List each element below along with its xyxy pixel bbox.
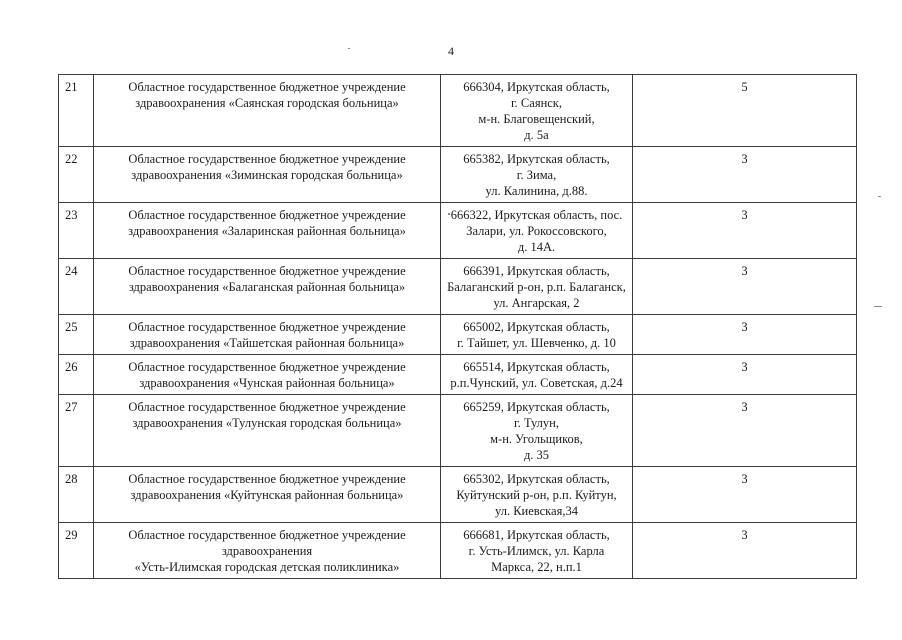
row-number-cell: 22 bbox=[59, 147, 94, 203]
row-number-cell: 27 bbox=[59, 395, 94, 467]
institution-name-cell-line: здравоохранения «Зиминская городская больница» bbox=[131, 168, 403, 182]
scan-speck bbox=[874, 306, 882, 307]
address-cell-line: ул. Калинина, д.88. bbox=[485, 184, 588, 198]
address-cell-line: Маркса, 22, н.п.1 bbox=[491, 560, 582, 574]
address-cell-line: ул. Ангарская, 2 bbox=[493, 296, 580, 310]
address-cell bbox=[441, 523, 633, 579]
address-cell-line: 665259, Иркутская область, bbox=[463, 400, 610, 414]
institution-name-cell-line: Областное государственное бюджетное учреждение bbox=[128, 360, 406, 374]
scan-speck bbox=[448, 213, 450, 215]
table-row bbox=[59, 467, 857, 523]
institution-name-cell bbox=[94, 395, 441, 467]
row-number-cell: 21 bbox=[59, 75, 94, 147]
institution-name-cell-line: здравоохранения bbox=[221, 544, 313, 558]
table-row bbox=[59, 523, 857, 579]
row-number-cell: 23 bbox=[59, 203, 94, 259]
address-cell-line: 665302, Иркутская область, bbox=[463, 472, 610, 486]
address-cell-line: 665382, Иркутская область, bbox=[463, 152, 610, 166]
address-cell-line: 666681, Иркутская область, bbox=[463, 528, 610, 542]
address-cell-line: м-н. Угольщиков, bbox=[490, 432, 583, 446]
address-cell-line: 666304, Иркутская область, bbox=[463, 80, 610, 94]
institutions-table-body bbox=[59, 75, 857, 579]
address-cell-line: Балаганский р-он, р.п. Балаганск, bbox=[447, 280, 626, 294]
address-cell-line: г. Тайшет, ул. Шевченко, д. 10 bbox=[457, 336, 616, 350]
institution-name-cell bbox=[94, 75, 441, 147]
institution-name-cell-line: здравоохранения «Тайшетская районная больница» bbox=[129, 336, 405, 350]
count-cell: 3 bbox=[633, 203, 857, 259]
table-row bbox=[59, 75, 857, 147]
institution-name-cell-line: Областное государственное бюджетное учреждение bbox=[128, 400, 406, 414]
count-cell: 3 bbox=[633, 315, 857, 355]
address-cell bbox=[441, 315, 633, 355]
address-cell bbox=[441, 355, 633, 395]
address-cell-line: г. Саянск, bbox=[510, 96, 563, 110]
row-number-cell: 28 bbox=[59, 467, 94, 523]
table-row bbox=[59, 355, 857, 395]
scan-speck bbox=[878, 196, 881, 197]
address-cell-line: Залари, ул. Рокоссовского, bbox=[466, 224, 607, 238]
address-cell-line: р.п.Чунский, ул. Советская, д.24 bbox=[450, 376, 623, 390]
count-cell: 3 bbox=[633, 523, 857, 579]
address-cell bbox=[441, 395, 633, 467]
institution-name-cell-line: Областное государственное бюджетное учреждение bbox=[128, 528, 406, 542]
count-cell: 5 bbox=[633, 75, 857, 147]
address-cell bbox=[441, 75, 633, 147]
table-row bbox=[59, 203, 857, 259]
institution-name-cell-line: Областное государственное бюджетное учреждение bbox=[128, 264, 406, 278]
institution-name-cell-line: здравоохранения «Саянская городская больница» bbox=[135, 96, 399, 110]
count-cell: 3 bbox=[633, 147, 857, 203]
address-cell bbox=[441, 203, 633, 259]
address-cell-line: г. Зима, bbox=[516, 168, 557, 182]
institution-name-cell bbox=[94, 355, 441, 395]
address-cell-line: д. 14А. bbox=[517, 240, 556, 254]
address-cell-line: г. Тулун, bbox=[514, 416, 559, 430]
institution-name-cell bbox=[94, 315, 441, 355]
institution-name-cell-line: Областное государственное бюджетное учреждение bbox=[128, 152, 406, 166]
address-cell-line: д. 5а bbox=[524, 128, 549, 142]
address-cell-line: Куйтунский р-он, р.п. Куйтун, bbox=[456, 488, 617, 502]
address-cell bbox=[441, 259, 633, 315]
institution-name-cell-line: Областное государственное бюджетное учреждение bbox=[128, 320, 406, 334]
institution-name-cell-line: Областное государственное бюджетное учреждение bbox=[128, 80, 406, 94]
institution-name-cell-line: здравоохранения «Заларинская районная больница» bbox=[128, 224, 406, 238]
count-cell: 3 bbox=[633, 395, 857, 467]
address-cell-line: 666322, Иркутская область, пос. bbox=[450, 208, 623, 222]
count-cell: 3 bbox=[633, 467, 857, 523]
address-cell-line: ул. Киевская,34 bbox=[495, 504, 578, 518]
row-number-cell: 26 bbox=[59, 355, 94, 395]
row-number-cell: 24 bbox=[59, 259, 94, 315]
table-row bbox=[59, 147, 857, 203]
address-cell-line: д. 35 bbox=[523, 448, 550, 462]
row-number-cell: 25 bbox=[59, 315, 94, 355]
address-cell-line: 666391, Иркутская область, bbox=[463, 264, 610, 278]
table-row bbox=[59, 395, 857, 467]
institution-name-cell-line: здравоохранения «Балаганская районная больница» bbox=[128, 280, 406, 294]
address-cell-line: г. Усть-Илимск, ул. Карла bbox=[468, 544, 605, 558]
address-cell-line: 665514, Иркутская область, bbox=[463, 360, 610, 374]
page-number: 4 bbox=[448, 44, 454, 58]
address-cell-line: 665002, Иркутская область, bbox=[463, 320, 610, 334]
count-cell: 3 bbox=[633, 259, 857, 315]
institution-name-cell bbox=[94, 523, 441, 579]
scan-speck bbox=[348, 48, 350, 49]
table-row bbox=[59, 259, 857, 315]
institution-name-cell-line: здравоохранения «Куйтунская районная больница» bbox=[130, 488, 404, 502]
institution-name-cell bbox=[94, 147, 441, 203]
institution-name-cell bbox=[94, 259, 441, 315]
row-number-cell: 29 bbox=[59, 523, 94, 579]
institution-name-cell bbox=[94, 203, 441, 259]
address-cell bbox=[441, 467, 633, 523]
institutions-table bbox=[58, 74, 857, 579]
institution-name-cell-line: Областное государственное бюджетное учреждение bbox=[128, 472, 406, 486]
institution-name-cell bbox=[94, 467, 441, 523]
institution-name-cell-line: здравоохранения «Чунская районная больница» bbox=[139, 376, 395, 390]
address-cell bbox=[441, 147, 633, 203]
institution-name-cell-line: Областное государственное бюджетное учреждение bbox=[128, 208, 406, 222]
institution-name-cell-line: «Усть-Илимская городская детская поликлиника» bbox=[134, 560, 400, 574]
table-row bbox=[59, 315, 857, 355]
institution-name-cell-line: здравоохранения «Тулунская городская больница» bbox=[132, 416, 402, 430]
address-cell-line: м-н. Благовещенский, bbox=[478, 112, 595, 126]
count-cell: 3 bbox=[633, 355, 857, 395]
